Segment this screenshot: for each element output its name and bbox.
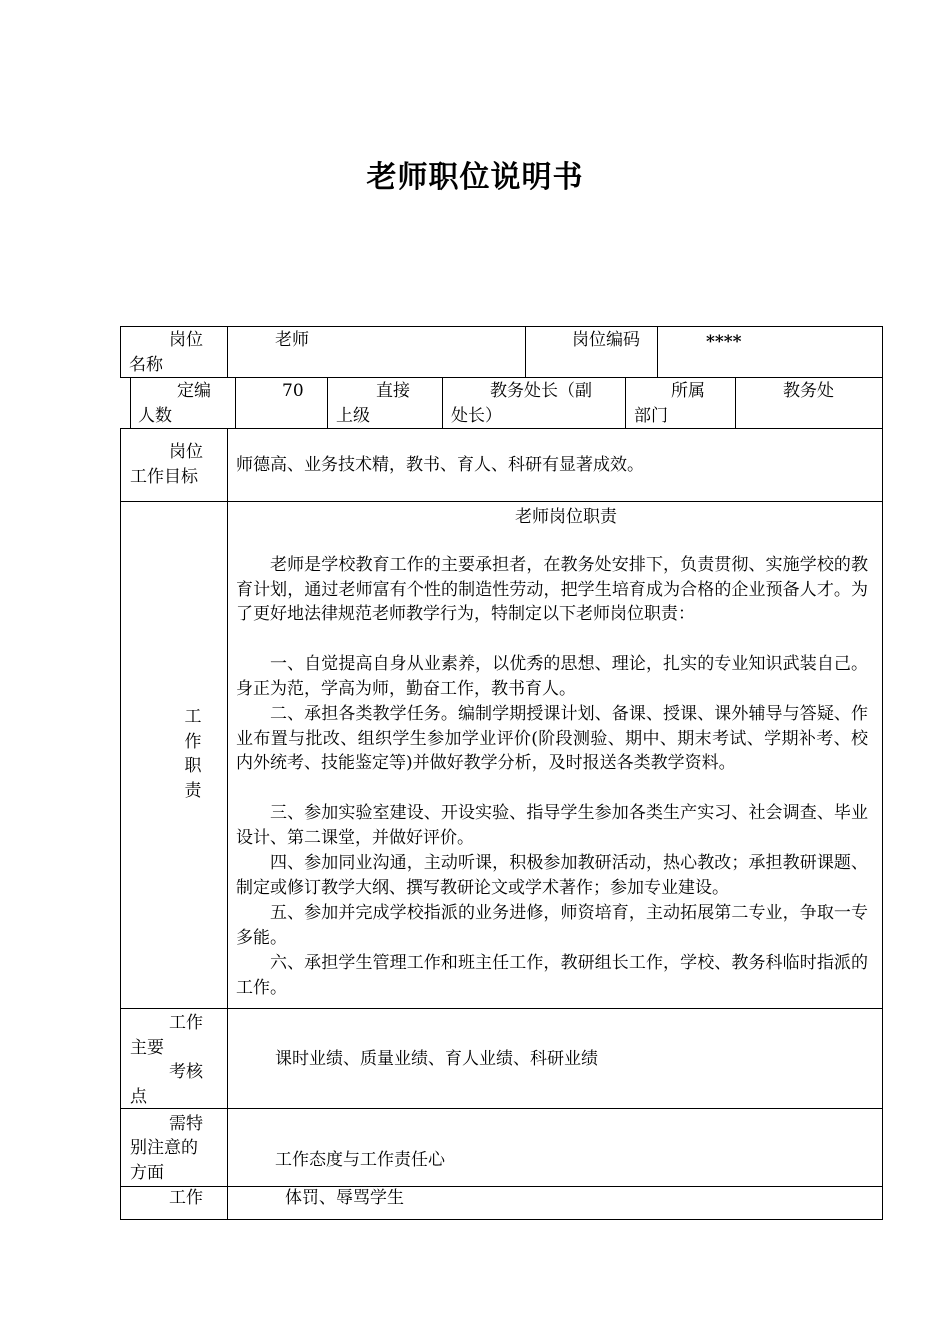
attention-label-line1: 需特 [169, 1114, 203, 1134]
duties-paragraph: 一、自觉提高自身从业素养，以优秀的思想、理论，扎实的专业知识武装自己。身正为范，学高为师，勤奋工作，教书育人。 [236, 654, 868, 699]
post-code-value: **** [706, 332, 742, 352]
assessment-value: 课时业绩、质量业绩、育人业绩、科研业绩 [275, 1049, 598, 1069]
quota-label-line1: 定编 [177, 381, 211, 401]
duties-label-char: 作 [184, 731, 202, 752]
goal-label-line1: 岗位 [169, 442, 203, 462]
assessment-label-line2: 主要 [130, 1038, 164, 1058]
assessment-label-line1: 工作 [169, 1013, 203, 1033]
duties-label [183, 705, 203, 803]
duties-paragraph: 五、参加并完成学校指派的业务进修，师资培育，主动拓展第二专业，争取一专多能。 [236, 903, 868, 948]
post-code-label: 岗位编码 [572, 330, 640, 350]
attention-label-line3: 方面 [130, 1163, 164, 1183]
post-name-label-line2: 名称 [129, 355, 163, 375]
quota-label-line2: 人数 [138, 406, 172, 426]
department-label-line2: 部门 [634, 406, 668, 426]
goal-label-line2: 工作目标 [130, 467, 198, 487]
goal-value: 师德高、业务技术精，教书、育人、科研有显著成效。 [236, 455, 644, 475]
quota-value: 70 [282, 381, 304, 401]
post-name-label-line1: 岗位 [169, 330, 203, 350]
duties-paragraph: 六、承担学生管理工作和班主任工作，教研组长工作，学校、教务科临时指派的工作。 [236, 953, 868, 998]
duties-label-char: 责 [184, 780, 202, 801]
superior-value-line1: 教务处长（副 [490, 381, 592, 401]
last-row-label: 工作 [169, 1188, 203, 1208]
duties-label-char: 工 [184, 707, 202, 727]
duties-heading: 老师岗位职责 [515, 507, 617, 527]
department-label-line1: 所属 [671, 381, 705, 401]
department-value: 教务处 [783, 381, 834, 401]
duties-paragraph: 三、参加实验室建设、开设实验、指导学生参加各类生产实习、社会调查、毕业设计、第二课堂，并做好评价。 [236, 803, 868, 848]
attention-label-line2: 别注意的 [130, 1138, 198, 1158]
duties-paragraph: 二、承担各类教学任务。编制学期授课计划、备课、授课、课外辅导与答疑、作业布置与批改、组织学生参加学业评价(阶段测验、期中、期末考试、学期补考、校内外统考、技能鉴定等)并做好教学分析，及时报送各类教学资料。 [236, 704, 868, 773]
duties-paragraph: 老师是学校教育工作的主要承担者，在教务处安排下，负责贯彻、实施学校的教育计划，通过老师富有个性的制造性劳动，把学生培育成为合格的企业预备人才。为了更好地法律规范老师教学行为，特制定以下老师岗位职责： [236, 555, 868, 624]
superior-label-line2: 上级 [336, 406, 370, 426]
superior-label-line1: 直接 [376, 381, 410, 401]
document-title: 老师职位说明书 [366, 160, 584, 195]
superior-value-line2: 处长） [451, 406, 502, 426]
last-row-value: 体罚、辱骂学生 [285, 1188, 404, 1208]
assessment-label-line3: 考核 [169, 1062, 203, 1082]
post-name-value: 老师 [275, 330, 309, 350]
assessment-label-line4: 点 [130, 1087, 147, 1107]
duties-paragraph: 四、参加同业沟通，主动听课，积极参加教研活动，热心教改；承担教研课题、制定或修订教学大纲、撰写教研论文或学术著作；参加专业建设。 [236, 853, 868, 898]
duties-label-char: 职 [184, 756, 202, 776]
attention-value: 工作态度与工作责任心 [275, 1150, 445, 1170]
